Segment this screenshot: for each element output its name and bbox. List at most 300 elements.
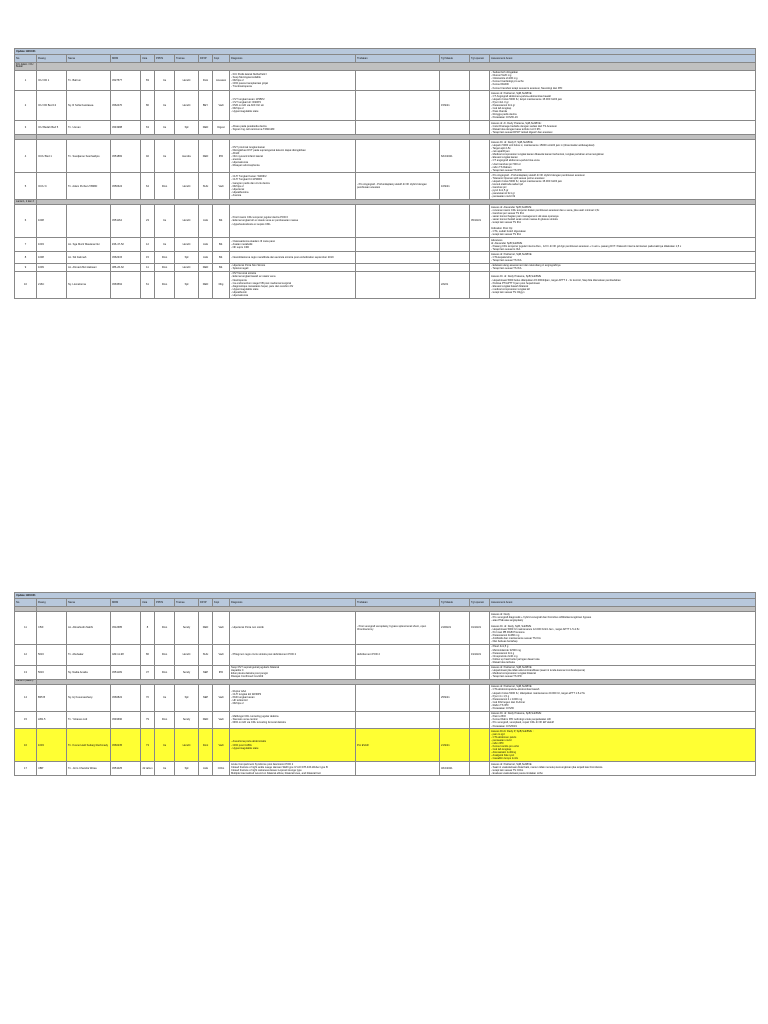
cell-tgl-masuk[interactable]: [440, 238, 470, 252]
cell-tindakan[interactable]: [356, 665, 440, 679]
cell-tgl-masuk[interactable]: [440, 121, 470, 135]
cell-trainee[interactable]: Hendri: [175, 91, 199, 121]
cell-usia[interactable]: 37: [141, 665, 155, 679]
cell-tgl-operasi[interactable]: [470, 140, 490, 173]
cell-assessment[interactable]: [490, 665, 756, 679]
cell-tgl-masuk[interactable]: [440, 711, 470, 728]
cell-tindakan[interactable]: [356, 762, 440, 776]
cell-usia[interactable]: 11: [141, 263, 155, 271]
table-row[interactable]: [15, 729, 756, 762]
cell-usia[interactable]: 61: [141, 271, 155, 298]
cell-tgl-masuk[interactable]: [440, 263, 470, 271]
cell-diagnosis[interactable]: [230, 252, 356, 263]
cell-dpjp[interactable]: ALE: [199, 762, 213, 776]
cell-text: Assess Dr.dr. Dedy P, SpB,SubBVE : - pain to igd - CTA abdomen pelvis - perawatan covid - rabm IPD - Konsul cardio pro echo - Cek lab lengkap - Atorvastatin 1x40mg - Analgetik bila nyeri - Cavaditin lumps 1x1G: [491, 729, 534, 761]
cell-kopi[interactable]: Vadi: [213, 644, 230, 665]
cell-nama[interactable]: Ny. Nadia Amalia: [67, 665, 111, 679]
cell-tindakan[interactable]: [356, 140, 440, 173]
cell-no[interactable]: 15: [15, 711, 37, 728]
cell-nama[interactable]: Tn. Adam Purba HYBRID: [67, 173, 111, 200]
cell-no[interactable]: 14: [15, 684, 37, 711]
cell-diagnosis[interactable]: [230, 684, 356, 711]
cell-tgl-masuk[interactable]: 21/9/21: [440, 729, 470, 762]
cell-ppds[interactable]: Ira: [155, 91, 175, 121]
table-row[interactable]: [15, 644, 756, 665]
cell-text: Acute Compartment Syndrome post fasciotomi POD 2 Closed fracture of right ankle Lauge Hansen SER type IV AO 078.44S Weber type B Closed fracture of right calcaneus Essex Lopresti tounge type Multiple traumatized wound on bilateral elbow, bilateral knee, and bilateral foot: [231, 762, 328, 775]
cell-usia[interactable]: 80: [141, 91, 155, 121]
cell-kopi[interactable]: Bd.: [213, 238, 230, 252]
cell-ppds[interactable]: Ira: [155, 238, 175, 252]
cell-no[interactable]: 11: [15, 612, 37, 645]
cell-ppds[interactable]: Ira: [155, 684, 175, 711]
cell-ppds[interactable]: Ira: [155, 70, 175, 91]
cell-dpjp[interactable]: DED: [199, 140, 213, 173]
cell-tgl-masuk[interactable]: 2/9/21: [440, 271, 470, 298]
cell-mrm[interactable]: 4549690: [111, 711, 141, 728]
cell-tindakan[interactable]: [356, 205, 440, 238]
cell-assessment[interactable]: [490, 729, 756, 762]
cell-tgl-operasi[interactable]: [470, 665, 490, 679]
cell-trainee[interactable]: Hendri: [175, 263, 199, 271]
cell-text: - Post Insersi CDL temporer jugular dextra POD 0 - Edema tungkai kiri ec stasis vena ec pembesaran massa - Hyperleukositosis ec sepsis CML: [231, 216, 299, 226]
cell-no[interactable]: 10: [15, 271, 37, 298]
cell-ppds[interactable]: Ira: [155, 121, 175, 135]
cell-no[interactable]: 17: [15, 762, 37, 776]
cell-mrm[interactable]: 4562315: [111, 252, 141, 263]
update-label: Update 19/10/21: [15, 593, 756, 599]
cell-kopi[interactable]: Ortho: [213, 762, 230, 776]
cell-mrm[interactable]: 4550624: [111, 173, 141, 200]
cell-tgl-masuk[interactable]: [440, 665, 470, 679]
cell-kopi[interactable]: IPD: [213, 140, 230, 173]
cell-tindakan[interactable]: [356, 252, 440, 263]
cell-assessment[interactable]: [490, 644, 756, 665]
cell-usia[interactable]: 86: [141, 644, 155, 665]
cell-ppds[interactable]: Dino: [155, 263, 175, 271]
cell-kopi[interactable]: Vadi: [213, 729, 230, 762]
cell-mrm[interactable]: 4551164: [111, 205, 141, 238]
cell-tgl-masuk[interactable]: 15/9/21: [440, 91, 470, 121]
cell-usia[interactable]: 83: [141, 70, 155, 91]
cell-text: Assess Dr. dr. Dedy Pratama, SpB,SubBVE - Heparinisasi 5000 bolus dilanjutkan 15.000/24jam, target APTT 2 - 3x kontrol, Siap bila diteruskan pembedahan - Periksa PT/APTT 6 jam post heparinisasi - Elevasi tungkai bawah bilateral - medical compression tungkai kiri - terapi lain sesuai TS Obgyn: [491, 275, 621, 294]
cell-nama[interactable]: Tn. Abubakar: [67, 644, 111, 665]
cell-trainee[interactable]: Sjd: [175, 684, 199, 711]
cell-ruang[interactable]: 5016: [37, 644, 67, 665]
cell-ppds[interactable]: Dino: [155, 665, 175, 679]
cell-text: - Hipertensi Porta Non Sirosis - Splenomegali: [231, 264, 266, 271]
cell-text: - DVT proximal tungkai kanan - Disingkirkan DVT pada suprainguinal kelenin dapat disingkirkan - AKHF - Old myocard infarct lateral - anemia - Hiponatremia - Riwayat sub-bosphenia: [231, 145, 306, 168]
cell-tgl-operasi[interactable]: [470, 91, 490, 121]
cell-tgl-masuk[interactable]: 16/9/21: [440, 173, 470, 200]
cell-usia[interactable]: 15: [141, 252, 155, 263]
cell-diagnosis[interactable]: [230, 762, 356, 776]
cell-mrm[interactable]: 4551025: [111, 762, 141, 776]
cell-tgl-operasi[interactable]: [470, 121, 490, 135]
cell-diagnosis[interactable]: [230, 665, 356, 679]
cell-ruang[interactable]: 216C: [37, 271, 67, 298]
cell-diagnosis[interactable]: [230, 271, 356, 298]
cell-tindakan[interactable]: [356, 263, 440, 271]
cell-mrm[interactable]: 386-26-62: [111, 263, 141, 271]
cell-text: Pro EVAR: [357, 743, 369, 747]
cell-diagnosis[interactable]: [230, 612, 356, 645]
column-header: DPJP: [199, 599, 213, 607]
cell-diagnosis[interactable]: [230, 644, 356, 665]
cell-mrm[interactable]: 4560822: [111, 684, 141, 711]
cell-tgl-operasi[interactable]: [470, 711, 490, 728]
cell-usia[interactable]: 79: [141, 711, 155, 728]
cell-assessment[interactable]: [490, 252, 756, 263]
column-header: Kopi: [213, 599, 230, 607]
cell-dpjp[interactable]: DED: [199, 711, 213, 728]
cell-diagnosis[interactable]: [230, 70, 356, 91]
cell-mrm[interactable]: 4512685: [111, 612, 141, 645]
cell-no[interactable]: 3: [15, 121, 37, 135]
cell-ruang[interactable]: ICU OD Bed 13: [37, 91, 67, 121]
cell-diagnosis[interactable]: [230, 173, 356, 200]
cell-nama[interactable]: [67, 205, 111, 238]
cell-no[interactable]: 4: [15, 140, 37, 173]
cell-assessment[interactable]: [490, 271, 756, 298]
cell-tgl-masuk[interactable]: 21/09/21: [440, 612, 470, 645]
cell-mrm[interactable]: 4551882: [111, 140, 141, 173]
cell-trainee[interactable]: Sjd: [175, 762, 199, 776]
cell-nama[interactable]: An. Abinahudin Nabhi: [67, 612, 111, 645]
cell-text: Assess dr. dr. Dedy Pratama, SpB,SubBVE: - Insisi Drainage bedside dengan sedasi dari TS Anestesi - Rawat luka dengan kasa terbuk ruci 0.9% - Terapi lain sesuai DPJP 'terkait digesti' dan anestesi: [491, 121, 557, 134]
cell-tgl-operasi[interactable]: [470, 70, 490, 91]
cell-ppds[interactable]: Dino: [155, 612, 175, 645]
cell-mrm[interactable]: 4562470: [111, 91, 141, 121]
cell-diagnosis[interactable]: [230, 263, 356, 271]
cell-text: Assess dr. Patriarnel, SpB,SubBVE - CT Angiografi abdomen+pelvis+ekstremitas bawah - Heparin bolus 5000 IU, lanjut maintenance 15.000 IU/24 jam - Pyuri 4x1 3 gr - Paracetamol 3x1 gr - Cek lab lengkap - Pass thanda - Rongga pedis dextra - Perawatan COVID-19: [491, 91, 563, 120]
cell-no[interactable]: 7: [15, 238, 37, 252]
cell-tgl-operasi[interactable]: [470, 263, 490, 271]
cell-text: Assess dr. Dedy - Pro venografi diagnostik + hybrid venografi dan thrombus sifilitis/kemungkinan bypass - atau PSE atau angioplasty Assess Dr. dr. Dedy, SpB, SubBVE - Heparinisasi 5000 IU maintenance 12.000 IU/24 Jam , target APTT 1.5-2.5x - Po Inset PB RGB Pronsona - Paracetamol 3x480 mg - Antibiotik dan maintenance sesuai TS IKA - Diet bebeas bertahap: [491, 612, 592, 644]
cell-ppds[interactable]: Dino: [155, 711, 175, 728]
cell-no[interactable]: 6: [15, 205, 37, 238]
cell-ruang[interactable]: B05 B: [37, 684, 67, 711]
cell-ppds[interactable]: Dino: [155, 252, 175, 263]
cell-kopi[interactable]: Vadi: [213, 612, 230, 645]
cell-no[interactable]: 8: [15, 252, 37, 263]
update-label: Update 19/10/21: [15, 49, 756, 55]
cell-tgl-operasi[interactable]: [470, 684, 490, 711]
cell-mrm[interactable]: 4551109: [111, 665, 141, 679]
cell-nama[interactable]: Tn. Soedjanoo Soerhatdjoo: [67, 140, 111, 173]
cell-tindakan[interactable]: [356, 91, 440, 121]
group-label: ICU dalam / ICU Bedah: [15, 63, 37, 71]
cell-text: - Aneurisma porta abdominalis - CKD post CABG - Hypercoagulable state: [231, 740, 267, 750]
cell-dpjp[interactable]: ALE: [199, 252, 213, 263]
cell-assessment[interactable]: [490, 263, 756, 271]
cell-nama[interactable]: Tn. Kusno Hadi Sudarg Rachmady: [67, 729, 111, 762]
cell-usia[interactable]: 23: [141, 205, 155, 238]
cell-no[interactable]: 1: [15, 70, 37, 91]
table-row[interactable]: [15, 263, 756, 271]
cell-no[interactable]: 5: [15, 173, 37, 200]
cell-ppds[interactable]: Dino: [155, 644, 175, 665]
cell-tindakan[interactable]: [356, 238, 440, 252]
cell-trainee[interactable]: Sendy: [175, 612, 199, 645]
cell-kopi[interactable]: Digest: [213, 121, 230, 135]
cell-kopi[interactable]: IPD: [213, 665, 230, 679]
cell-tgl-operasi[interactable]: [470, 762, 490, 776]
column-header: Tgl operasi: [470, 599, 490, 607]
cell-diagnosis[interactable]: [230, 711, 356, 728]
cell-dpjp[interactable]: DED: [199, 121, 213, 135]
cell-dpjp[interactable]: SUH: [199, 644, 213, 665]
table-row[interactable]: [15, 205, 756, 238]
cell-nama[interactable]: Ny. Lismaherna: [67, 271, 111, 298]
cell-kopi[interactable]: Vadi: [213, 173, 230, 200]
cell-text: - CLTI Tungkai Kanan: W3I0F2 - CLTI Tungkai Kiri W3I0F0 - Gangren pedis dan cruris dextra - DM tipe 2 - Hipertensi - Hipoalbumina - Anemia: [231, 175, 270, 197]
cell-tgl-masuk[interactable]: 25/9/21: [440, 684, 470, 711]
cell-trainee[interactable]: Sjd: [175, 252, 199, 263]
cell-diagnosis[interactable]: [230, 121, 356, 135]
column-header: Usia: [141, 55, 155, 63]
cell-ruang[interactable]: 1003: [37, 238, 67, 252]
cell-nama[interactable]: Ny. R Sofia Karolasea: [67, 91, 111, 121]
column-header: Trainee: [175, 55, 199, 63]
cell-assessment[interactable]: [490, 140, 756, 173]
cell-nama[interactable]: Tn. Bahrun: [67, 70, 111, 91]
cell-usia[interactable]: 70: [141, 684, 155, 711]
cell-no[interactable]: 12: [15, 644, 37, 665]
table-row[interactable]: [15, 684, 756, 711]
cell-dpjp[interactable]: DED: [199, 263, 213, 271]
cell-trainee[interactable]: Sjd: [175, 121, 199, 135]
cell-diagnosis[interactable]: [230, 140, 356, 173]
column-header: No: [15, 55, 37, 63]
cell-text: - Abses pada petekiedia dextra - Signet ring cell carcinoma T4bN1M0: [231, 124, 275, 131]
header-row: [15, 599, 756, 607]
sheet-table-2: [14, 592, 755, 776]
cell-assessment[interactable]: [490, 91, 756, 121]
cell-tgl-masuk[interactable]: [440, 644, 470, 665]
sheet-table-1: [14, 48, 755, 299]
cell-dpjp[interactable]: DED: [199, 612, 213, 645]
cell-tindakan[interactable]: [356, 684, 440, 711]
cell-dpjp[interactable]: DLH: [199, 70, 213, 91]
table-row[interactable]: [15, 121, 756, 135]
cell-mrm[interactable]: 4560235: [111, 729, 141, 762]
table-row[interactable]: [15, 252, 756, 263]
column-header: Ruang: [37, 55, 67, 63]
cell-ppds[interactable]: Ira: [155, 205, 175, 238]
cell-assessment[interactable]: [490, 70, 756, 91]
column-header: Kopi: [213, 55, 230, 63]
table-row[interactable]: [15, 91, 756, 121]
cell-usia[interactable]: 12: [141, 238, 155, 252]
cell-assessment[interactable]: [490, 762, 756, 776]
column-header: Tgl Masuk: [440, 599, 470, 607]
cell-trainee[interactable]: Sjd: [175, 271, 199, 298]
cell-text: - Pro Angiografi - Profundaplasty elektif di OK Hybrid dengan pembiusan anestesi - Toleransi Operasi spill sesuai pulmo anestesi - Heparin bolus 5000 IU, lanjut maintenance 15.000 IU/24 jam - konsul elektroda sabar ipd - transfusi prc - pyuri 4x1,5 gr - paracetamol 3x1 gr - perawatan covid 19: [491, 173, 585, 199]
cell-dpjp[interactable]: NEP: [199, 665, 213, 679]
cell-kopi[interactable]: Bd.: [213, 252, 230, 263]
cell-no[interactable]: 9: [15, 263, 37, 271]
cell-ruang[interactable]: ICCU Bed 1: [37, 140, 67, 173]
cell-ruang[interactable]: 1008: [37, 205, 67, 238]
cell-kopi[interactable]: Bd.: [213, 205, 230, 238]
cell-assessment[interactable]: [490, 173, 756, 200]
cell-ppds[interactable]: Ira: [155, 762, 175, 776]
table-row[interactable]: [15, 238, 756, 252]
cell-assessment[interactable]: [490, 612, 756, 645]
cell-tgl-masuk[interactable]: 3/10/2021: [440, 762, 470, 776]
cell-trainee[interactable]: Hendri: [175, 644, 199, 665]
cell-text: - Post venografi venoplasty, bypass splenorenal shunt, open thrombectomy: [357, 624, 427, 631]
cell-usia[interactable]: 73: [141, 729, 155, 762]
cell-ppds[interactable]: Ira: [155, 140, 175, 173]
cell-tgl-operasi[interactable]: 01/10/21: [470, 612, 490, 645]
cell-diagnosis[interactable]: [230, 205, 356, 238]
cell-dpjp[interactable]: BEY: [199, 91, 213, 121]
table-row[interactable]: [15, 612, 756, 645]
cell-no[interactable]: 13: [15, 665, 37, 679]
cell-tgl-masuk[interactable]: [440, 70, 470, 91]
cell-kopi[interactable]: Dbg: [213, 271, 230, 298]
cell-dpjp[interactable]: ALE: [199, 205, 213, 238]
cell-assessment[interactable]: [490, 711, 756, 728]
cell-tindakan[interactable]: [356, 271, 440, 298]
cell-text: - Pisuri 4x1,5 g - Metronidazole 3x500 mg - Paracetamol 3x1 g - Omeprazole 2x40 mg - Follow up hasil kultur jaringan dasar luka - Rawat luka terbuka: [491, 645, 540, 664]
cell-no[interactable]: 16: [15, 729, 37, 762]
cell-tgl-operasi[interactable]: [470, 252, 490, 263]
cell-trainee[interactable]: Sendy: [175, 665, 199, 679]
cell-kopi[interactable]: Bd.: [213, 263, 230, 271]
cell-usia[interactable]: 92: [141, 140, 155, 173]
cell-ruang[interactable]: C5/F: [37, 612, 67, 645]
cell-usia[interactable]: 63: [141, 121, 155, 135]
cell-tgl-operasi[interactable]: 19/10/21: [470, 644, 490, 665]
cell-tindakan[interactable]: [356, 70, 440, 91]
cell-nama[interactable]: An. Ahmad Zikri Habsani: [67, 263, 111, 271]
cell-text: Assess Dr. dr. Dedy Pratama, SpB,SubBVE: - Pain to BIO - Konsul Rabm IPD nefrologi untuk penjadwalan HD - Pro venografi, venoplasti, repair CDL di OK EP elektif - Perawatan COVID19: [491, 712, 554, 728]
cell-ppds[interactable]: Dino: [155, 173, 175, 200]
cell-text: debridement POD 2: [357, 653, 380, 657]
column-header: Assessment Anest: [490, 55, 756, 63]
table-row[interactable]: [15, 665, 756, 679]
cell-ppds[interactable]: Dino: [155, 271, 175, 298]
cell-assessment[interactable]: [490, 684, 756, 711]
cell-ruang[interactable]: ICU OD 1: [37, 70, 67, 91]
cell-trainee[interactable]: Hendri: [175, 70, 199, 91]
cell-assessment[interactable]: [490, 205, 756, 238]
cell-tgl-operasi[interactable]: [470, 238, 490, 252]
cell-ruang[interactable]: ICU Bedah Bed 5: [37, 121, 67, 135]
cell-text: Assess dr. Patriarnel, SpB,SubBVE - Heparinisasi jika tidak ada kontraindikasi (saat ini tunda karena trombositopenia) - Medical compression tungkai bilateral - Terapi lain sesuai TS IPD: [491, 666, 586, 679]
cell-ruang[interactable]: 1003: [37, 729, 67, 762]
cell-nama[interactable]: Tn. Yohanes Lidi: [67, 711, 111, 728]
table-row[interactable]: [15, 271, 756, 298]
cell-nama[interactable]: An. Siti Fatimah: [67, 252, 111, 263]
table-row[interactable]: [15, 70, 756, 91]
table-row[interactable]: [15, 762, 756, 776]
cell-text: Advances dr. Alexander SpB,SubBVE - Pasang CDL temporer jugular interna Dex., 12 Fr di OK gd dgn pembiusan anestesi + C-arm+ pasang DVT. Pakesoh interna lati kanan pada kakinya dilakukan 1,5 x - Terapi lain sesuai ts IKA: [491, 238, 682, 251]
cell-tgl-masuk[interactable]: [440, 205, 470, 238]
cell-mrm[interactable]: #46-47-52: [111, 238, 141, 252]
cell-nama[interactable]: Tn. Usman: [67, 121, 111, 135]
cell-text: - CVT tungkai kanan: W35P2 - CVT tungkai kiri: W20P3 - DVD on HD via AVF Kiri sin - DM tipe 2 - Hypercoagulable state: [231, 97, 265, 114]
cell-no[interactable]: 2: [15, 91, 37, 121]
cell-diagnosis[interactable]: [230, 729, 356, 762]
cell-diagnosis[interactable]: [230, 238, 356, 252]
cell-mrm[interactable]: 4##-11-98: [111, 644, 141, 665]
cell-diagnosis[interactable]: [230, 91, 356, 121]
cell-nama[interactable]: An. Sga Muzir Maulana Nur: [67, 238, 111, 252]
cell-tindakan[interactable]: [356, 173, 440, 200]
cell-kopi[interactable]: Anestesi: [213, 70, 230, 91]
cell-assessment[interactable]: [490, 121, 756, 135]
cell-ruang[interactable]: 1008: [37, 252, 67, 263]
cell-ruang[interactable]: LIB1.5: [37, 711, 67, 728]
patient-table: [14, 48, 756, 299]
cell-dpjp[interactable]: ALE: [199, 238, 213, 252]
cell-tgl-operasi[interactable]: 05/10/21: [470, 205, 490, 238]
column-header: Usia: [141, 599, 155, 607]
cell-kopi[interactable]: Vadi: [213, 684, 230, 711]
cell-tgl-operasi[interactable]: [470, 173, 490, 200]
cell-tindakan[interactable]: [356, 729, 440, 762]
cell-dpjp[interactable]: NEP: [199, 684, 213, 711]
cell-trainee[interactable]: Hendra: [175, 140, 199, 173]
cell-ppds[interactable]: Ira: [155, 729, 175, 762]
cell-ruang[interactable]: 5016: [37, 665, 67, 679]
cell-tindakan[interactable]: [356, 644, 440, 665]
cell-trainee[interactable]: Hendri: [175, 205, 199, 238]
cell-tindakan[interactable]: [356, 612, 440, 645]
cell-ruang[interactable]: 1009: [37, 263, 67, 271]
cell-nama[interactable]: Tn. Jorro Chandra Wiraa: [67, 762, 111, 776]
cell-ruang[interactable]: ICCU C: [37, 173, 67, 200]
cell-tindakan[interactable]: [356, 711, 440, 728]
cell-tindakan[interactable]: [356, 121, 440, 135]
column-header: Tindakan: [356, 55, 440, 63]
cell-tgl-masuk[interactable]: [440, 252, 470, 263]
cell-text: - Sedasi boh diingatkan - Diuresi 5x20 mg - Cilostazole 2x100 mg - Konsul Cardiologi pro echo - Konsul RHDD - Konsul transfusi terapi sesuai ts anestesi, Neurologi dan IPD: [491, 71, 563, 90]
column-header: Ruang: [37, 599, 67, 607]
cell-mrm[interactable]: 4543988: [111, 121, 141, 135]
cell-trainee[interactable]: Sendy: [175, 711, 199, 728]
table-row[interactable]: [15, 711, 756, 728]
table-row[interactable]: [15, 140, 756, 173]
cell-mrm[interactable]: 4563562: [111, 271, 141, 298]
cell-nama[interactable]: Ny. Hj Kusumawhany: [67, 684, 111, 711]
cell-kopi[interactable]: Vadi: [213, 91, 230, 121]
group-label: Lantai 1, 2 dan 3: [15, 200, 37, 205]
cell-tgl-operasi[interactable]: [470, 729, 490, 762]
cell-usia[interactable]: 22 tahun: [141, 762, 155, 776]
patient-table: [14, 592, 756, 776]
cell-dpjp[interactable]: Doni: [199, 729, 213, 762]
cell-trainee[interactable]: Hendri: [175, 173, 199, 200]
cell-trainee[interactable]: Hendri: [175, 729, 199, 762]
cell-usia[interactable]: 64: [141, 173, 155, 200]
cell-ruang[interactable]: UBP: [37, 762, 67, 776]
cell-assessment[interactable]: [490, 238, 756, 252]
table-row[interactable]: [15, 173, 756, 200]
cell-tgl-masuk[interactable]: 6/10/2021: [440, 140, 470, 173]
cell-trainee[interactable]: Hendri: [175, 238, 199, 252]
cell-tgl-operasi[interactable]: [470, 271, 490, 298]
column-header: Nama: [67, 599, 111, 607]
cell-dpjp[interactable]: DED: [199, 271, 213, 298]
cell-usia[interactable]: 8: [141, 612, 155, 645]
cell-dpjp[interactable]: SUH: [199, 173, 213, 200]
cell-mrm[interactable]: 4527577: [111, 70, 141, 91]
cell-kopi[interactable]: Vadi: [213, 711, 230, 728]
